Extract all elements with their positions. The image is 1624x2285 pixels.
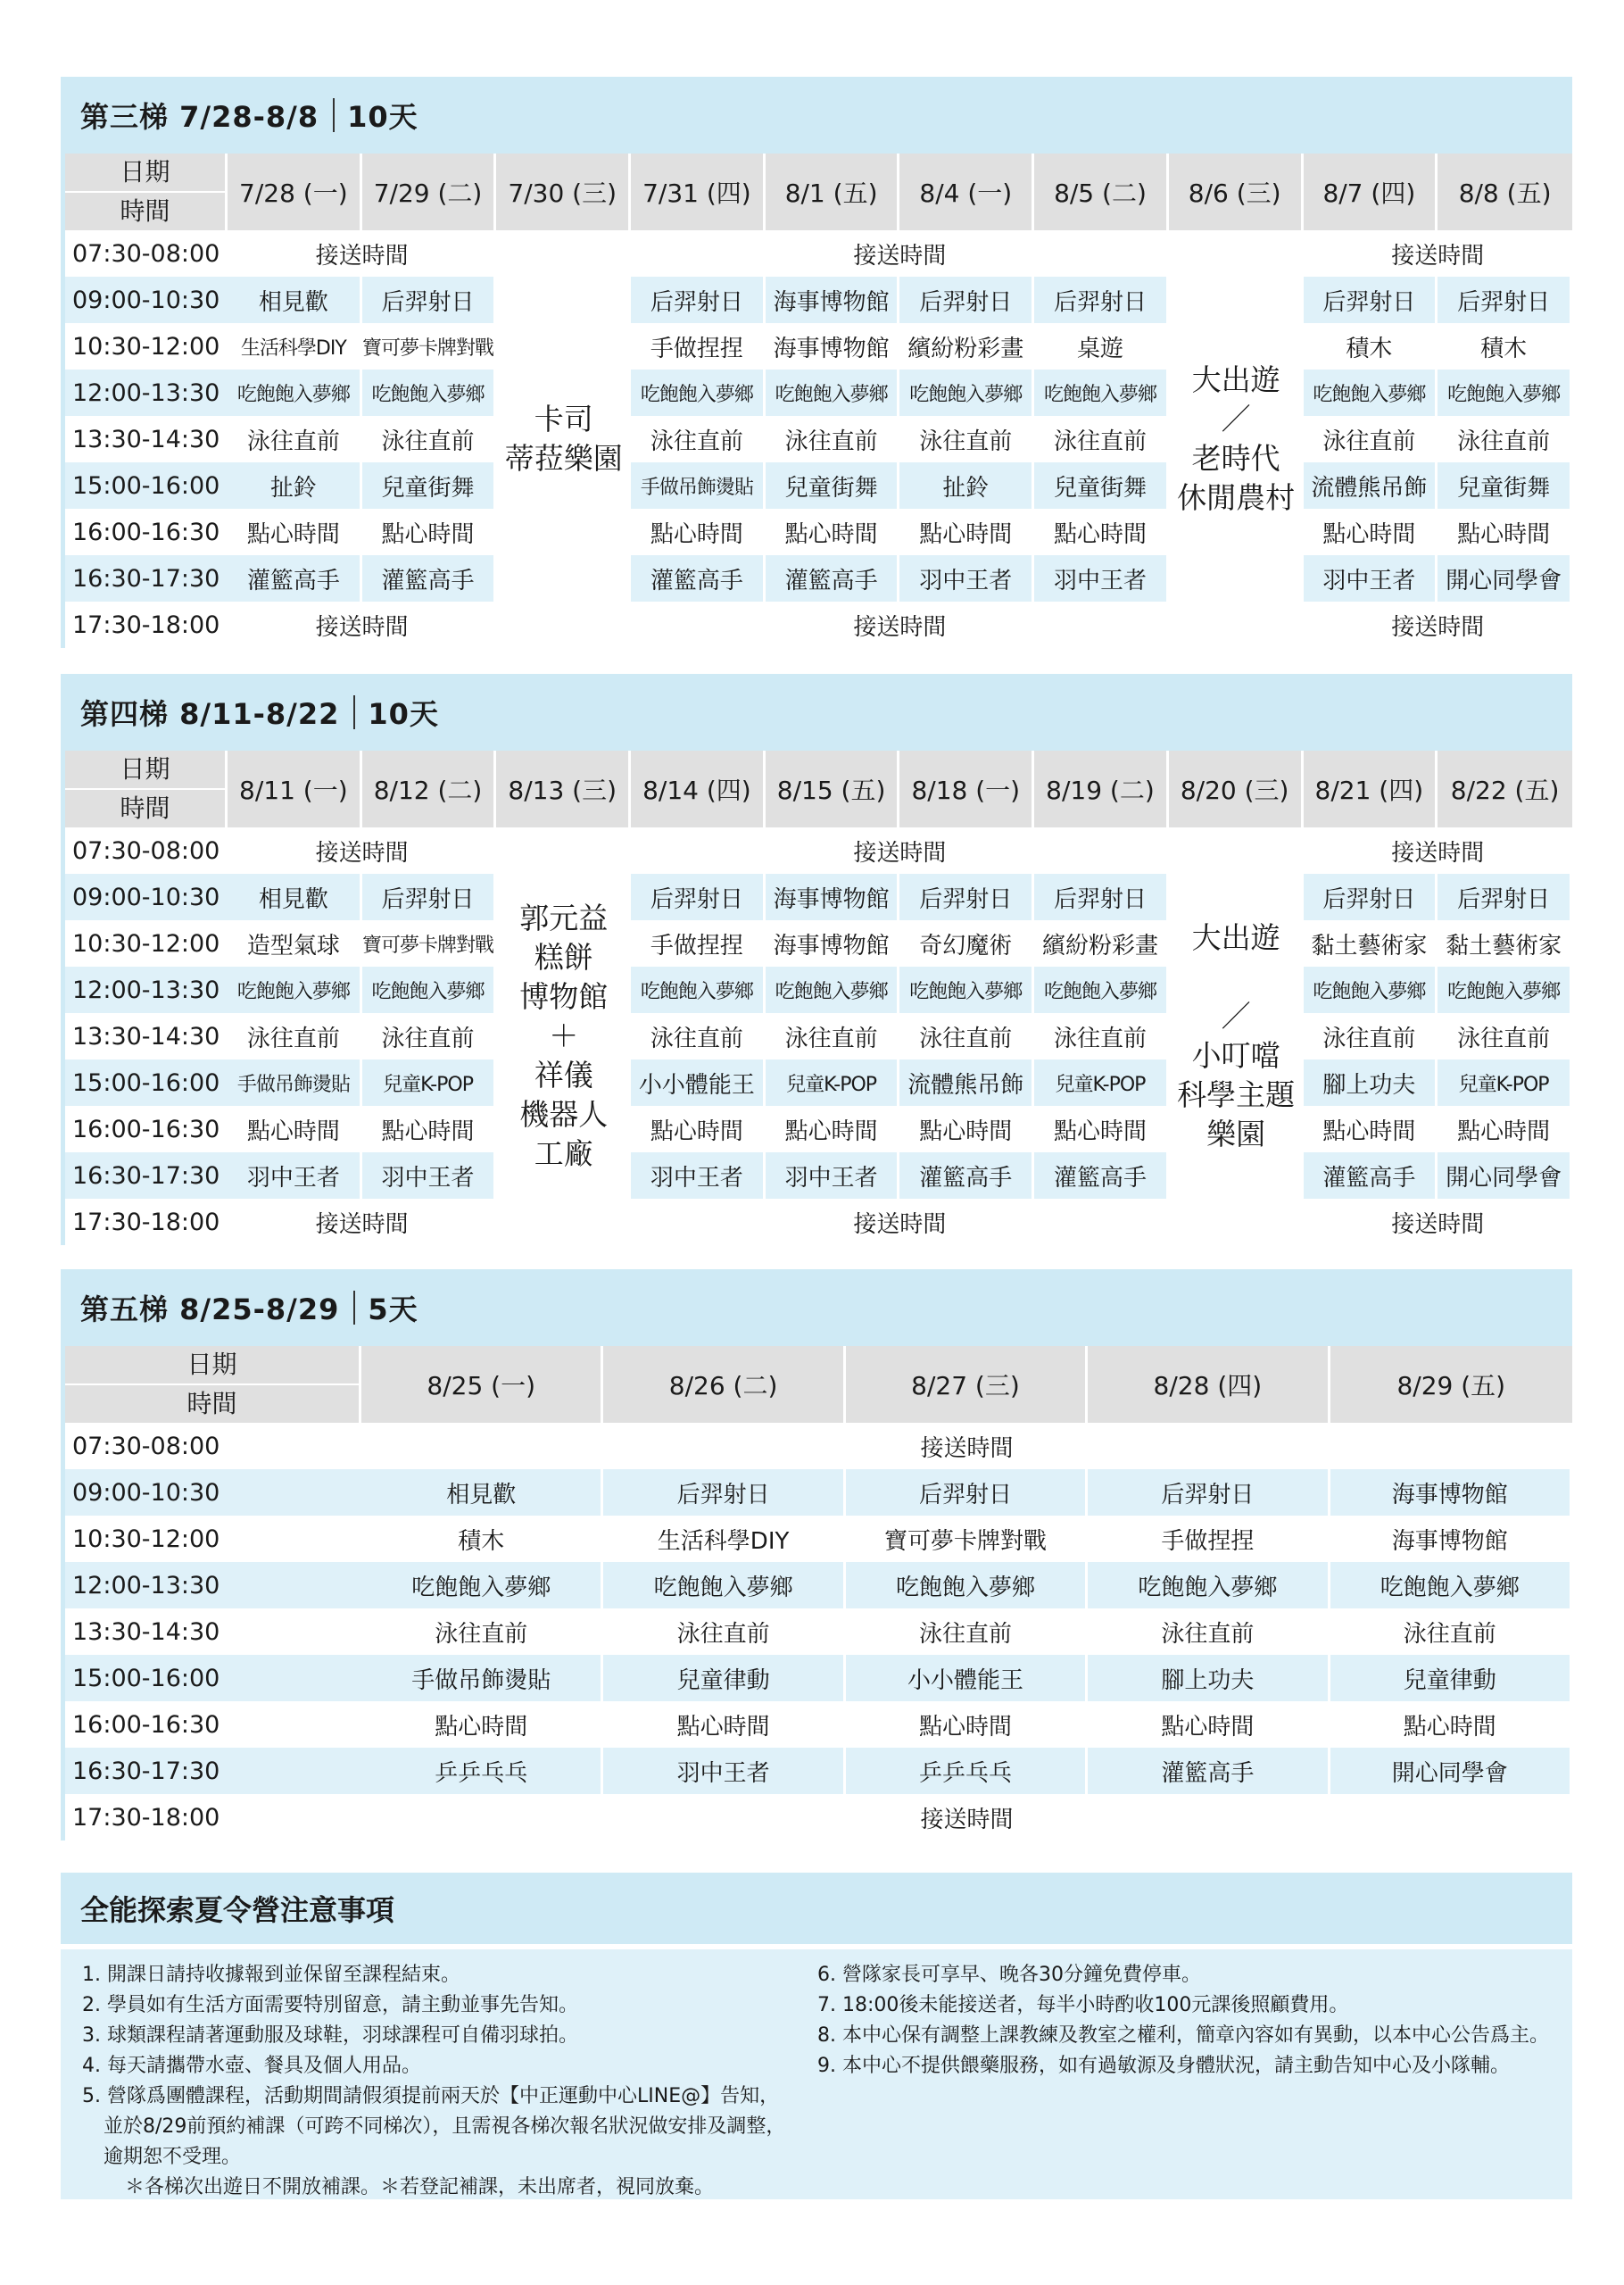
date-cell: 8/6 (三) bbox=[1169, 154, 1304, 230]
activity-cell: 兒童K-POP bbox=[1438, 1059, 1572, 1106]
time-slot: 13:30-14:30 bbox=[72, 425, 220, 453]
section-3-days: 10天 bbox=[347, 100, 418, 134]
activity-cell: 積木 bbox=[1304, 323, 1438, 370]
time-slot: 10:30-12:00 bbox=[72, 1525, 220, 1553]
schedule-row bbox=[65, 416, 1572, 462]
activity-cell: 兒童律動 bbox=[603, 1655, 845, 1701]
activity-cell: 兒童K-POP bbox=[362, 1059, 497, 1106]
date-cell: 8/7 (四) bbox=[1304, 154, 1438, 230]
date-cell: 8/27 (三) bbox=[846, 1346, 1088, 1423]
activity-cell: 泳往直前 bbox=[1034, 1013, 1169, 1059]
date-cell: 8/18 (一) bbox=[899, 751, 1034, 827]
time-slot: 17:30-18:00 bbox=[72, 1803, 220, 1832]
activity-cell: 點心時間 bbox=[1088, 1701, 1330, 1748]
schedule-section-4 bbox=[61, 674, 1572, 1245]
activity-cell: 相見歡 bbox=[228, 277, 362, 323]
time-slot: 12:00-13:30 bbox=[65, 967, 228, 1013]
activity-cell: 吃飽飽入夢鄉 bbox=[899, 370, 1034, 416]
activity-cell: 寶可夢卡牌對戰 bbox=[846, 1516, 1088, 1562]
date-header-row bbox=[65, 154, 1572, 230]
schedule-row bbox=[65, 1059, 1572, 1106]
date-cell: 7/30 (三) bbox=[496, 154, 631, 230]
activity-cell: 吃飽飽入夢鄉 bbox=[603, 1562, 845, 1608]
section-3-header bbox=[61, 77, 1572, 154]
activity-cell: 后羿射日 bbox=[1438, 277, 1572, 323]
time-slot: 10:30-12:00 bbox=[72, 929, 220, 958]
activity-cell: 后羿射日 bbox=[899, 277, 1034, 323]
schedule-row bbox=[65, 462, 1572, 509]
activity-cell: 后羿射日 bbox=[362, 277, 497, 323]
activity-cell: 泳往直前 bbox=[361, 1608, 603, 1655]
activity-cell: 造型氣球 bbox=[228, 920, 362, 967]
activity-cell: 兒童律動 bbox=[1330, 1655, 1572, 1701]
pickup-time: 接送時間 bbox=[853, 242, 947, 270]
activity-cell: 泳往直前 bbox=[1438, 416, 1572, 462]
activity-cell: 相見歡 bbox=[228, 874, 362, 920]
time-slot: 17:30-18:00 bbox=[72, 1208, 220, 1236]
activity-cell: 點心時間 bbox=[1330, 1701, 1572, 1748]
activity-cell: 海事博物館 bbox=[766, 874, 900, 920]
note-item: 3. 球類課程請著運動服及球鞋，羽球課程可自備羽球拍。 bbox=[82, 2024, 578, 2047]
schedule-row bbox=[65, 555, 1572, 602]
section-4-title: 第四梯 8/11-8/22 bbox=[80, 697, 340, 731]
activity-cell: 灌籃高手 bbox=[1034, 1152, 1169, 1199]
activity-cell: 吃飽飽入夢鄉 bbox=[1330, 1562, 1572, 1608]
schedule-row bbox=[65, 874, 1572, 920]
activity-cell: 灌籃高手 bbox=[766, 555, 900, 602]
activity-cell: 灌籃高手 bbox=[899, 1152, 1034, 1199]
schedule-row bbox=[65, 602, 1572, 648]
activity-cell: 流體熊吊飾 bbox=[1304, 462, 1438, 509]
schedule-row bbox=[65, 370, 1572, 416]
activity-cell: 兒童街舞 bbox=[1438, 462, 1572, 509]
outing-day bbox=[1169, 874, 1304, 1199]
date-cell: 8/15 (五) bbox=[766, 751, 900, 827]
activity-cell: 泳往直前 bbox=[1088, 1608, 1330, 1655]
activity-cell: 吃飽飽入夢鄉 bbox=[1304, 370, 1438, 416]
activity-cell: 點心時間 bbox=[362, 509, 497, 555]
note-item: 9. 本中心不提供餵藥服務，如有過敏源及身體狀況，請主動告知中心及小隊輔。 bbox=[817, 2055, 1510, 2077]
schedule-row bbox=[65, 1608, 1572, 1655]
activity-cell: 泳往直前 bbox=[1304, 1013, 1438, 1059]
activity-cell: 積木 bbox=[1438, 323, 1572, 370]
activity-cell: 開心同學會 bbox=[1438, 1152, 1572, 1199]
activity-cell: 泳往直前 bbox=[362, 1013, 497, 1059]
time-label: 時間 bbox=[120, 794, 170, 823]
activity-cell: 后羿射日 bbox=[631, 874, 766, 920]
pickup-time: 接送時間 bbox=[315, 613, 409, 641]
activity-cell: 繽紛粉彩畫 bbox=[899, 323, 1034, 370]
activity-cell: 點心時間 bbox=[899, 509, 1034, 555]
date-cell: 8/12 (二) bbox=[362, 751, 497, 827]
date-cell: 8/4 (一) bbox=[899, 154, 1034, 230]
date-cell: 8/26 (二) bbox=[603, 1346, 845, 1423]
date-cell: 8/1 (五) bbox=[766, 154, 900, 230]
date-cell: 8/5 (二) bbox=[1034, 154, 1169, 230]
section-4-days: 10天 bbox=[368, 697, 439, 731]
activity-cell: 海事博物館 bbox=[766, 323, 900, 370]
schedule-row bbox=[65, 1199, 1572, 1245]
activity-cell: 吃飽飽入夢鄉 bbox=[846, 1562, 1088, 1608]
date-header-row bbox=[65, 751, 1572, 827]
time-slot: 15:00-16:00 bbox=[65, 462, 228, 509]
activity-cell: 后羿射日 bbox=[362, 874, 497, 920]
note-item: 7. 18:00後未能接送者，每半小時酌收100元課後照顧費用。 bbox=[817, 1994, 1349, 2016]
schedule-row bbox=[65, 230, 1572, 277]
section-3-title: 第三梯 7/28-8/8 bbox=[80, 100, 319, 134]
activity-cell: 點心時間 bbox=[1304, 509, 1438, 555]
schedule-table bbox=[65, 1346, 1572, 1840]
schedule-row bbox=[65, 1106, 1572, 1152]
activity-cell: 羽中王者 bbox=[228, 1152, 362, 1199]
schedule-row bbox=[65, 1748, 1572, 1794]
date-label: 日期 bbox=[65, 751, 225, 790]
date-time-header bbox=[65, 1346, 361, 1423]
section-5-schedule bbox=[61, 1346, 1572, 1840]
activity-cell: 手做捏捏 bbox=[1088, 1516, 1330, 1562]
date-cell: 7/28 (一) bbox=[228, 154, 362, 230]
time-slot: 07:30-08:00 bbox=[72, 1432, 220, 1460]
pickup-time: 接送時間 bbox=[1391, 839, 1485, 867]
outing-label: 郭元益 糕餅 博物館 ＋ 祥儀 機器人 工廠 bbox=[519, 901, 609, 1171]
activity-cell: 后羿射日 bbox=[1304, 277, 1438, 323]
notes-section bbox=[61, 1873, 1572, 2199]
date-label: 日期 bbox=[65, 154, 225, 193]
date-cell: 8/28 (四) bbox=[1088, 1346, 1330, 1423]
activity-cell: 開心同學會 bbox=[1330, 1748, 1572, 1794]
pickup-time: 接送時間 bbox=[1391, 613, 1485, 641]
time-slot: 12:00-13:30 bbox=[65, 370, 228, 416]
activity-cell: 泳往直前 bbox=[1438, 1013, 1572, 1059]
notes-body bbox=[61, 1949, 1572, 2199]
schedule-row bbox=[65, 1013, 1572, 1059]
schedule-row bbox=[65, 967, 1572, 1013]
date-cell: 8/19 (二) bbox=[1034, 751, 1169, 827]
schedule-row bbox=[65, 509, 1572, 555]
activity-cell: 海事博物館 bbox=[1330, 1469, 1572, 1516]
activity-cell: 泳往直前 bbox=[766, 416, 900, 462]
activity-cell: 手做捏捏 bbox=[631, 920, 766, 967]
activity-cell: 黏土藝術家 bbox=[1304, 920, 1438, 967]
activity-cell: 灌籃高手 bbox=[362, 555, 497, 602]
time-slot: 16:30-17:30 bbox=[65, 1152, 228, 1199]
activity-cell: 吃飽飽入夢鄉 bbox=[1088, 1562, 1330, 1608]
time-slot: 12:00-13:30 bbox=[65, 1562, 361, 1608]
note-item: 6. 營隊家長可享早、晚各30分鐘免費停車。 bbox=[817, 1964, 1201, 1986]
activity-cell: 灌籃高手 bbox=[1304, 1152, 1438, 1199]
activity-cell: 吃飽飽入夢鄉 bbox=[362, 370, 497, 416]
date-cell: 8/20 (三) bbox=[1169, 751, 1304, 827]
activity-cell: 泳往直前 bbox=[899, 416, 1034, 462]
activity-cell: 后羿射日 bbox=[631, 277, 766, 323]
activity-cell: 兒童街舞 bbox=[766, 462, 900, 509]
pickup-time: 接送時間 bbox=[315, 1210, 409, 1238]
time-slot: 09:00-10:30 bbox=[65, 1469, 361, 1516]
activity-cell: 點心時間 bbox=[361, 1701, 603, 1748]
activity-cell: 兒童K-POP bbox=[1034, 1059, 1169, 1106]
activity-cell: 繽紛粉彩畫 bbox=[1034, 920, 1169, 967]
activity-cell: 羽中王者 bbox=[362, 1152, 497, 1199]
section-4-schedule bbox=[61, 751, 1572, 1245]
date-cell: 8/21 (四) bbox=[1304, 751, 1438, 827]
activity-cell: 泳往直前 bbox=[603, 1608, 845, 1655]
activity-cell: 腳上功夫 bbox=[1088, 1655, 1330, 1701]
activity-cell: 生活科學DIY bbox=[228, 323, 362, 370]
pickup-time: 接送時間 bbox=[315, 242, 409, 270]
outing-day bbox=[496, 277, 631, 602]
activity-cell: 開心同學會 bbox=[1438, 555, 1572, 602]
date-cell: 8/11 (一) bbox=[228, 751, 362, 827]
activity-cell: 泳往直前 bbox=[228, 416, 362, 462]
time-slot: 13:30-14:30 bbox=[72, 1617, 220, 1646]
activity-cell: 寶可夢卡牌對戰 bbox=[362, 323, 497, 370]
activity-cell: 吃飽飽入夢鄉 bbox=[766, 370, 900, 416]
activity-cell: 點心時間 bbox=[1438, 1106, 1572, 1152]
schedule-row bbox=[65, 827, 1572, 874]
activity-cell: 相見歡 bbox=[361, 1469, 603, 1516]
activity-cell: 后羿射日 bbox=[1034, 874, 1169, 920]
notes-right-column bbox=[817, 1960, 1549, 2081]
time-slot: 07:30-08:00 bbox=[72, 836, 220, 865]
activity-cell: 手做吊飾燙貼 bbox=[228, 1059, 362, 1106]
activity-cell: 點心時間 bbox=[1034, 509, 1169, 555]
date-label: 日期 bbox=[65, 1346, 359, 1385]
activity-cell: 海事博物館 bbox=[766, 920, 900, 967]
pickup-time: 接送時間 bbox=[315, 839, 409, 867]
activity-cell: 羽中王者 bbox=[766, 1152, 900, 1199]
date-cell: 8/14 (四) bbox=[631, 751, 766, 827]
activity-cell: 后羿射日 bbox=[846, 1469, 1088, 1516]
pickup-time: 接送時間 bbox=[853, 1210, 947, 1238]
outing-day bbox=[1169, 277, 1304, 602]
activity-cell: 灌籃高手 bbox=[1088, 1748, 1330, 1794]
activity-cell: 點心時間 bbox=[1304, 1106, 1438, 1152]
activity-cell: 手做捏捏 bbox=[631, 323, 766, 370]
notes-left-column bbox=[82, 1960, 787, 2203]
activity-cell: 泳往直前 bbox=[631, 416, 766, 462]
section-5-title: 第五梯 8/25-8/29 bbox=[80, 1292, 340, 1326]
time-label: 時間 bbox=[120, 196, 170, 226]
activity-cell: 后羿射日 bbox=[1304, 874, 1438, 920]
activity-cell: 扯鈴 bbox=[899, 462, 1034, 509]
schedule-row bbox=[65, 1794, 1572, 1840]
time-slot: 16:00-16:30 bbox=[72, 1115, 220, 1143]
activity-cell: 流體熊吊飾 bbox=[899, 1059, 1034, 1106]
activity-cell: 乒乒乓乓 bbox=[846, 1748, 1088, 1794]
schedule-row bbox=[65, 323, 1572, 370]
section-3-schedule bbox=[61, 154, 1572, 648]
note-item: 1. 開課日請持收據報到並保留至課程結束。 bbox=[82, 1964, 460, 1986]
activity-cell: 吃飽飽入夢鄉 bbox=[766, 967, 900, 1013]
activity-cell: 后羿射日 bbox=[1088, 1469, 1330, 1516]
pickup-time: 接送時間 bbox=[920, 1434, 1014, 1462]
activity-cell: 點心時間 bbox=[631, 509, 766, 555]
activity-cell: 點心時間 bbox=[1438, 509, 1572, 555]
date-cell: 8/29 (五) bbox=[1330, 1346, 1572, 1423]
activity-cell: 吃飽飽入夢鄉 bbox=[361, 1562, 603, 1608]
activity-cell: 后羿射日 bbox=[1034, 277, 1169, 323]
note-item: ＊各梯次出遊日不開放補課。＊若登記補課，未出席者，視同放棄。 bbox=[125, 2176, 715, 2198]
date-cell: 7/31 (四) bbox=[631, 154, 766, 230]
schedule-row bbox=[65, 1152, 1572, 1199]
activity-cell: 桌遊 bbox=[1034, 323, 1169, 370]
activity-cell: 奇幻魔術 bbox=[899, 920, 1034, 967]
pickup-time: 接送時間 bbox=[853, 839, 947, 867]
date-cell: 7/29 (二) bbox=[362, 154, 497, 230]
schedule-row bbox=[65, 1701, 1572, 1748]
activity-cell: 泳往直前 bbox=[899, 1013, 1034, 1059]
schedule-row bbox=[65, 1516, 1572, 1562]
activity-cell: 點心時間 bbox=[603, 1701, 845, 1748]
section-5-header bbox=[61, 1269, 1572, 1346]
activity-cell: 點心時間 bbox=[228, 1106, 362, 1152]
section-4-header bbox=[61, 674, 1572, 751]
note-item: 2. 學員如有生活方面需要特別留意，請主動並事先告知。 bbox=[82, 1994, 578, 2016]
activity-cell: 羽中王者 bbox=[899, 555, 1034, 602]
outing-label: 大出遊 ／ 小叮噹 科學主題 樂園 bbox=[1177, 920, 1296, 1151]
note-item: 5. 營隊爲團體課程，活動期間請假須提前兩天於【中正運動中心LINE@】告知，並於8/29前預約補課（可跨不同梯次），且需視各梯次報名狀況做安排及調整，逾期恕不受理。 bbox=[82, 2085, 786, 2168]
pickup-time: 接送時間 bbox=[1391, 242, 1485, 270]
time-slot: 10:30-12:00 bbox=[72, 332, 220, 361]
time-slot: 16:30-17:30 bbox=[65, 1748, 361, 1794]
activity-cell: 點心時間 bbox=[228, 509, 362, 555]
activity-cell: 腳上功夫 bbox=[1304, 1059, 1438, 1106]
activity-cell: 生活科學DIY bbox=[603, 1516, 845, 1562]
activity-cell: 吃飽飽入夢鄉 bbox=[362, 967, 497, 1013]
activity-cell: 灌籃高手 bbox=[228, 555, 362, 602]
activity-cell: 灌籃高手 bbox=[631, 555, 766, 602]
activity-cell: 點心時間 bbox=[631, 1106, 766, 1152]
time-slot: 16:00-16:30 bbox=[72, 1710, 220, 1739]
activity-cell: 海事博物館 bbox=[766, 277, 900, 323]
activity-cell: 羽中王者 bbox=[1034, 555, 1169, 602]
activity-cell: 吃飽飽入夢鄉 bbox=[1034, 967, 1169, 1013]
activity-cell: 點心時間 bbox=[362, 1106, 497, 1152]
schedule-row bbox=[65, 277, 1572, 323]
activity-cell: 兒童街舞 bbox=[362, 462, 497, 509]
schedule-section-3 bbox=[61, 77, 1572, 648]
activity-cell: 積木 bbox=[361, 1516, 603, 1562]
outing-day bbox=[496, 874, 631, 1199]
activity-cell: 黏土藝術家 bbox=[1438, 920, 1572, 967]
note-item: 8. 本中心保有調整上課教練及教室之權利，簡章內容如有異動，以本中心公告爲主。 bbox=[817, 2024, 1549, 2047]
activity-cell: 小小體能王 bbox=[631, 1059, 766, 1106]
activity-cell: 點心時間 bbox=[1034, 1106, 1169, 1152]
activity-cell: 小小體能王 bbox=[846, 1655, 1088, 1701]
activity-cell: 吃飽飽入夢鄉 bbox=[1438, 370, 1572, 416]
outing-label: 卡司 蒂菈樂園 bbox=[504, 402, 623, 476]
pickup-time: 接送時間 bbox=[853, 613, 947, 641]
activity-cell: 點心時間 bbox=[846, 1701, 1088, 1748]
date-cell: 8/22 (五) bbox=[1438, 751, 1572, 827]
date-cell: 8/25 (一) bbox=[361, 1346, 603, 1423]
date-cell: 8/13 (三) bbox=[496, 751, 631, 827]
schedule-section-5 bbox=[61, 1269, 1572, 1840]
activity-cell: 羽中王者 bbox=[631, 1152, 766, 1199]
activity-cell: 羽中王者 bbox=[1304, 555, 1438, 602]
outing-label: 大出遊 ／ 老時代 休閒農村 bbox=[1177, 362, 1296, 515]
notes-title: 全能探索夏令營注意事項 bbox=[61, 1873, 1572, 1944]
activity-cell: 手做吊飾燙貼 bbox=[361, 1655, 603, 1701]
pickup-time: 接送時間 bbox=[920, 1806, 1014, 1833]
activity-cell: 點心時間 bbox=[899, 1106, 1034, 1152]
activity-cell: 吃飽飽入夢鄉 bbox=[631, 370, 766, 416]
activity-cell: 吃飽飽入夢鄉 bbox=[899, 967, 1034, 1013]
activity-cell: 泳往直前 bbox=[228, 1013, 362, 1059]
time-slot: 17:30-18:00 bbox=[72, 611, 220, 639]
date-time-header bbox=[65, 154, 228, 230]
activity-cell: 后羿射日 bbox=[1438, 874, 1572, 920]
activity-cell: 乒乒乓乓 bbox=[361, 1748, 603, 1794]
activity-cell: 手做吊飾燙貼 bbox=[631, 462, 766, 509]
time-slot: 09:00-10:30 bbox=[65, 277, 228, 323]
time-slot: 16:30-17:30 bbox=[65, 555, 228, 602]
activity-cell: 海事博物館 bbox=[1330, 1516, 1572, 1562]
activity-cell: 兒童街舞 bbox=[1034, 462, 1169, 509]
activity-cell: 泳往直前 bbox=[846, 1608, 1088, 1655]
activity-cell: 吃飽飽入夢鄉 bbox=[228, 370, 362, 416]
activity-cell: 兒童K-POP bbox=[766, 1059, 900, 1106]
section-5-days: 5天 bbox=[368, 1292, 418, 1326]
activity-cell: 吃飽飽入夢鄉 bbox=[1304, 967, 1438, 1013]
schedule-table bbox=[65, 154, 1572, 648]
activity-cell: 寶可夢卡牌對戰 bbox=[362, 920, 497, 967]
activity-cell: 扯鈴 bbox=[228, 462, 362, 509]
activity-cell: 吃飽飽入夢鄉 bbox=[1438, 967, 1572, 1013]
time-slot: 07:30-08:00 bbox=[72, 239, 220, 268]
activity-cell: 泳往直前 bbox=[1304, 416, 1438, 462]
activity-cell: 后羿射日 bbox=[899, 874, 1034, 920]
time-label: 時間 bbox=[186, 1389, 237, 1418]
activity-cell: 羽中王者 bbox=[603, 1748, 845, 1794]
time-slot: 13:30-14:30 bbox=[72, 1022, 220, 1051]
activity-cell: 泳往直前 bbox=[631, 1013, 766, 1059]
activity-cell: 點心時間 bbox=[766, 509, 900, 555]
note-item: 4. 每天請攜帶水壺、餐具及個人用品。 bbox=[82, 2055, 421, 2077]
activity-cell: 泳往直前 bbox=[1330, 1608, 1572, 1655]
schedule-row bbox=[65, 1655, 1572, 1701]
date-cell: 8/8 (五) bbox=[1438, 154, 1572, 230]
schedule-row bbox=[65, 920, 1572, 967]
activity-cell: 吃飽飽入夢鄉 bbox=[1034, 370, 1169, 416]
schedule-row bbox=[65, 1423, 1572, 1469]
time-slot: 16:00-16:30 bbox=[72, 518, 220, 546]
activity-cell: 吃飽飽入夢鄉 bbox=[631, 967, 766, 1013]
activity-cell: 泳往直前 bbox=[766, 1013, 900, 1059]
schedule-row bbox=[65, 1562, 1572, 1608]
activity-cell: 點心時間 bbox=[766, 1106, 900, 1152]
pickup-time: 接送時間 bbox=[1391, 1210, 1485, 1238]
activity-cell: 后羿射日 bbox=[603, 1469, 845, 1516]
schedule-row bbox=[65, 1469, 1572, 1516]
time-slot: 15:00-16:00 bbox=[65, 1059, 228, 1106]
activity-cell: 泳往直前 bbox=[1034, 416, 1169, 462]
time-slot: 09:00-10:30 bbox=[65, 874, 228, 920]
date-header-row bbox=[65, 1346, 1572, 1423]
activity-cell: 吃飽飽入夢鄉 bbox=[228, 967, 362, 1013]
date-time-header bbox=[65, 751, 228, 827]
activity-cell: 泳往直前 bbox=[362, 416, 497, 462]
schedule-table bbox=[65, 751, 1572, 1245]
time-slot: 15:00-16:00 bbox=[65, 1655, 361, 1701]
